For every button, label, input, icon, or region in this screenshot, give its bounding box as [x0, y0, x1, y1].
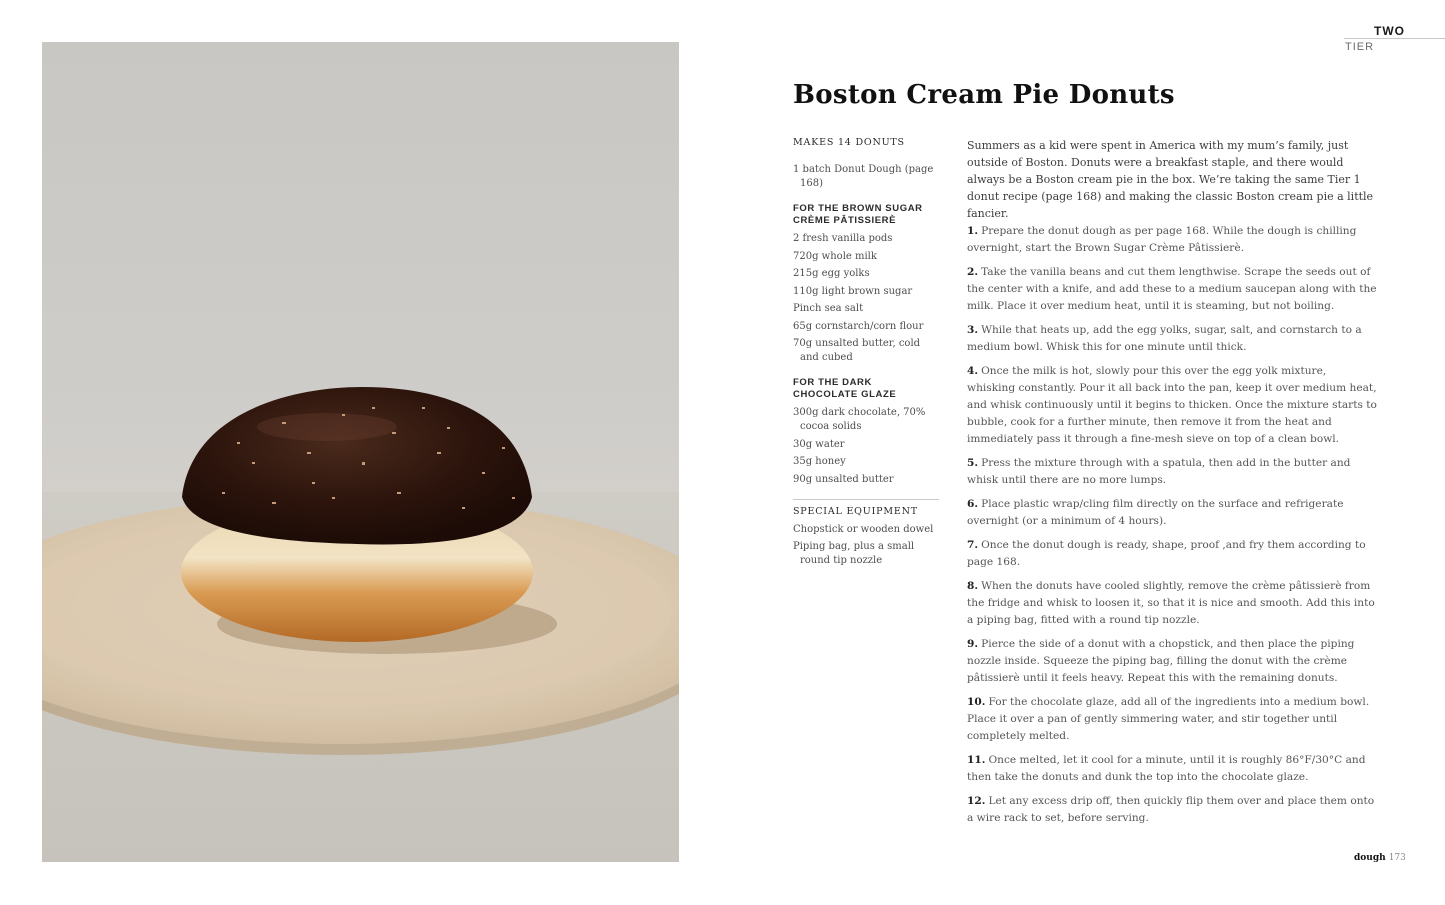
step-text: Once melted, let it cool for a minute, until it is roughly 86°F/30°C and then take the donuts and dunk the top into the chocolate glaze. [967, 754, 1366, 783]
page-number: 173 [1388, 853, 1406, 863]
method-step [967, 752, 1377, 786]
equipment-heading: SPECIAL EQUIPMENT [793, 505, 918, 517]
step-text: Pierce the side of a donut with a chopstick, and then place the piping nozzle inside. Squeeze the piping bag, filling the donut with the crème pâtissierè until it feels heavy. Repeat this with the remaining donuts. [967, 638, 1355, 684]
recipe-intro: Summers as a kid were spent in America with my mum’s family, just outside of Boston. Donuts were a breakfast staple, and there would always be a Boston cream pie in the box. We’re taking the same Tier 1 donut recipe (page 168) and making the classic Boston cream pie a little fancier. [967, 139, 1374, 220]
ingredient-item: 65g cornstarch/corn flour [793, 320, 924, 332]
step-number: 6. [967, 498, 979, 510]
base-ingredients [793, 163, 939, 191]
tier-number: TWO [1374, 24, 1405, 38]
ingredient-item: 720g whole milk [793, 250, 877, 262]
method-step [967, 264, 1377, 315]
book-name: dough [1354, 853, 1386, 863]
step-number: 12. [967, 795, 986, 807]
ingredients-column [793, 137, 939, 572]
ingredient-item: 30g water [793, 438, 845, 450]
recipe-title: Boston Cream Pie Donuts [793, 80, 1175, 110]
ingredient-item: 70g unsalted butter, cold and cubed [793, 338, 921, 363]
donut-illustration [42, 42, 679, 862]
step-text: Once the milk is hot, slowly pour this over the egg yolk mixture, whisking constantly. Pour it all back into the pan, keep it over medium heat, and whisk continuously until it begins to thicken. Once the mixture starts to bubble, cook for a further minute, then remove it from the heat and immediately pass it through a fine-mesh sieve on top of a clean bowl. [967, 365, 1377, 445]
step-text: Prepare the donut dough as per page 168. While the dough is chilling overnight, start the Brown Sugar Crème Pâtissierè. [967, 225, 1357, 254]
ingredient-item: 2 fresh vanilla pods [793, 233, 893, 244]
method-step [967, 322, 1377, 356]
ingredient-item: 300g dark chocolate, 70% cocoa solids [793, 407, 926, 432]
equipment-list [793, 523, 939, 569]
creme-ingredients [793, 232, 939, 365]
ingredient-item: 90g unsalted butter [793, 473, 894, 485]
ingredient-item: 35g honey [793, 456, 846, 467]
step-number: 3. [967, 324, 979, 336]
step-text: For the chocolate glaze, add all of the ingredients into a medium bowl. Place it over a pan of gently simmering water, and stir together until completely melted. [967, 696, 1370, 742]
step-text: Once the donut dough is ready, shape, proof ,and fry them according to page 168. [967, 539, 1366, 568]
method-steps [967, 223, 1377, 834]
step-text: Press the mixture through with a spatula, then add in the butter and whisk until there are no more lumps. [967, 457, 1351, 486]
step-number: 5. [967, 457, 979, 469]
ingredient-item: Pinch sea salt [793, 303, 864, 314]
equipment-item: Piping bag, plus a small round tip nozzle [793, 541, 915, 566]
step-text: While that heats up, add the egg yolks, sugar, salt, and cornstarch to a medium bowl. Whisk this for one minute until thick. [967, 324, 1362, 353]
method-step [967, 455, 1377, 489]
ingredient-item: 215g egg yolks [793, 268, 870, 279]
method-step [967, 694, 1377, 745]
step-number: 7. [967, 539, 979, 551]
method-step [967, 636, 1377, 687]
step-text: Place plastic wrap/cling film directly on the surface and refrigerate overnight (or a minimum of 4 hours). [967, 498, 1344, 527]
method-step [967, 496, 1377, 530]
step-number: 9. [967, 638, 979, 650]
step-text: Let any excess drip off, then quickly flip them over and place them onto a wire rack to set, before serving. [967, 795, 1375, 824]
method-step [967, 363, 1377, 448]
ingredient-item: 1 batch Donut Dough (page 168) [793, 164, 934, 189]
step-text: When the donuts have cooled slightly, remove the crème pâtissierè from the fridge and whisk to loosen it, so that it is nice and smooth. Add this into a piping bag, fitted with a round tip nozzle. [967, 580, 1375, 626]
method-step [967, 578, 1377, 629]
method-step [967, 793, 1377, 827]
glaze-ingredients [793, 406, 939, 487]
tier-label: TIER [1345, 41, 1375, 53]
step-number: 10. [967, 696, 986, 708]
section-heading-creme: FOR THE BROWN SUGAR CRÈME PÂTISSIERÈ [793, 203, 923, 226]
equipment-divider [793, 499, 939, 500]
page-folio [1354, 853, 1406, 863]
section-heading-glaze: FOR THE DARK CHOCOLATE GLAZE [793, 377, 897, 400]
yield-heading: MAKES 14 DONUTS [793, 137, 905, 148]
step-number: 11. [967, 754, 986, 766]
step-text: Take the vanilla beans and cut them lengthwise. Scrape the seeds out of the center with a knife, and add these to a medium saucepan along with the milk. Place it over medium heat, until it is steaming, but not boiling. [967, 266, 1377, 312]
step-number: 4. [967, 365, 979, 377]
ingredient-item: 110g light brown sugar [793, 285, 913, 297]
method-step [967, 223, 1377, 257]
donut-photo [42, 42, 679, 862]
method-step [967, 537, 1377, 571]
equipment-item: Chopstick or wooden dowel [793, 523, 934, 535]
step-number: 8. [967, 580, 979, 592]
tier-divider [1344, 38, 1445, 39]
step-number: 2. [967, 266, 979, 278]
step-number: 1. [967, 225, 979, 237]
